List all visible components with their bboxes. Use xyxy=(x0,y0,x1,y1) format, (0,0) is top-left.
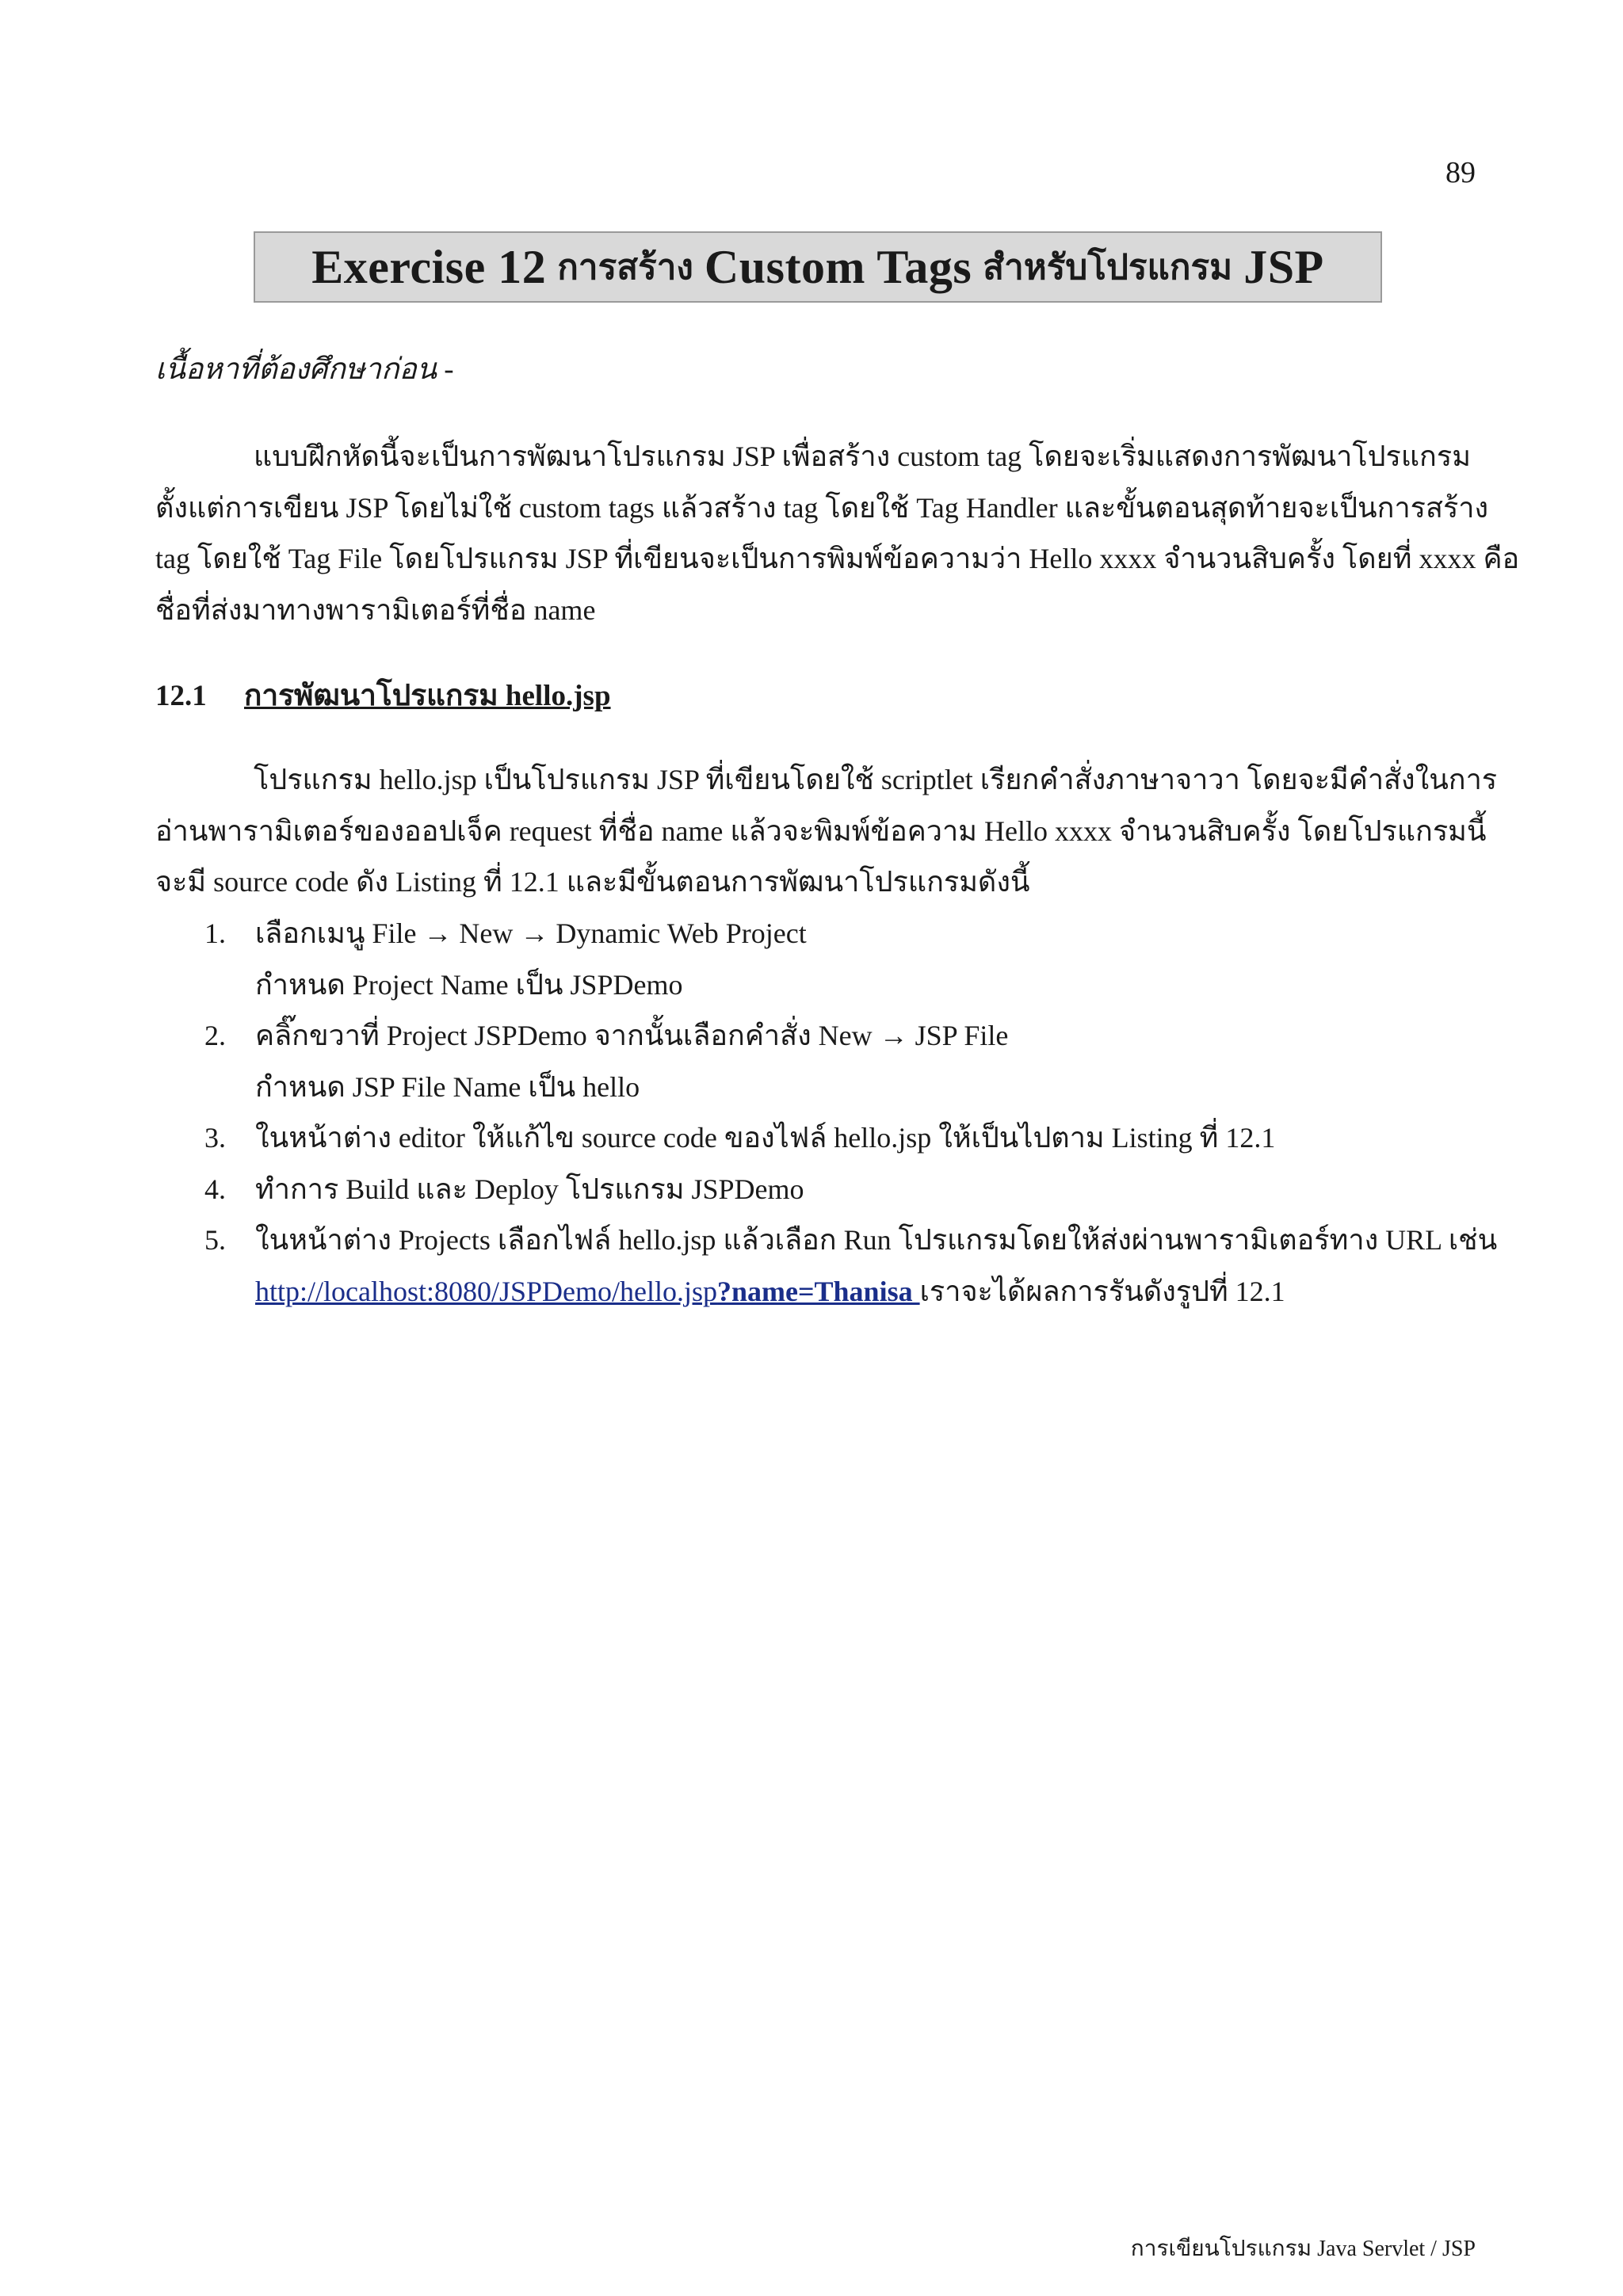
section-line: โปรแกรม hello.jsp เป็นโปรแกรม JSP ที่เขียนโดยใช้ scriptlet เรียกคำสั่งภาษาจาวา โดยจะมีคำสั่งในการ xyxy=(254,764,1498,795)
step-text: คลิ๊กขวาที่ Project JSPDemo จากนั้นเลือกคำสั่ง New → JSP File xyxy=(255,1020,1009,1051)
section-heading xyxy=(155,672,611,719)
section-number: 12.1 xyxy=(155,680,207,712)
intro-paragraph xyxy=(155,431,1520,635)
step-subtext: กำหนด Project Name เป็น JSPDemo xyxy=(255,968,683,1001)
step-item xyxy=(204,1215,1497,1317)
step-text: เลือกเมนู File → New → Dynamic Web Project xyxy=(255,917,807,949)
step-text: ทำการ Build และ Deploy โปรแกรม JSPDemo xyxy=(255,1173,804,1205)
step-text: ในหน้าต่าง Projects เลือกไฟล์ hello.jsp แล้วเลือก Run โปรแกรมโดยให้ส่งผ่านพารามิเตอร์ทาง URL เช่น xyxy=(255,1224,1498,1256)
step-item xyxy=(204,1010,1497,1112)
step-item xyxy=(204,908,1497,1010)
title-thai-suffix: สำหรับโปรแกรม xyxy=(983,248,1233,287)
prerequisite-note: เนื้อหาที่ต้องศึกษาก่อน - xyxy=(155,353,454,386)
exercise-title-box xyxy=(254,231,1382,303)
step-number: 5. xyxy=(204,1224,226,1256)
intro-line: tag โดยใช้ Tag File โดยโปรแกรม JSP ที่เขียนจะเป็นการพิมพ์ข้อความว่า Hello xxxx จำนวนสิบครั้ง โดยที่ xxxx คือ xyxy=(155,543,1520,574)
link-after-text: เราจะได้ผลการรันดังรูปที่ 12.1 xyxy=(919,1275,1285,1307)
step-link-line xyxy=(255,1266,1497,1318)
page-footer: การเขียนโปรแกรม Java Servlet / JSP xyxy=(1130,2237,1476,2261)
intro-line: ตั้งแต่การเขียน JSP โดยไม่ใช้ custom tags แล้วสร้าง tag โดยใช้ Tag Handler และขั้นตอนสุดท้ายจะเป็นการสร้าง xyxy=(155,491,1489,524)
title-thai-prefix: การสร้าง xyxy=(557,248,693,287)
url-base: http://localhost:8080/JSPDemo/hello.jsp xyxy=(255,1275,718,1307)
step-item xyxy=(204,1164,1497,1215)
title-tech: JSP xyxy=(1243,240,1324,293)
section-line: จะมี source code ดัง Listing ที่ 12.1 และมีขั้นตอนการพัฒนาโปรแกรมดังนี้ xyxy=(155,866,1030,898)
step-text: ในหน้าต่าง editor ให้แก้ไข source code ของไฟล์ hello.jsp ให้เป็นไปตาม Listing ที่ 12.1 xyxy=(255,1122,1276,1154)
section-title: การพัฒนาโปรแกรม hello.jsp xyxy=(244,680,611,712)
intro-line: แบบฝึกหัดนี้จะเป็นการพัฒนาโปรแกรม JSP เพื่อสร้าง custom tag โดยจะเริ่มแสดงการพัฒนาโปรแกรม xyxy=(254,441,1471,472)
step-number: 3. xyxy=(204,1122,226,1154)
section-paragraph xyxy=(155,754,1498,908)
steps-list xyxy=(204,908,1497,1317)
title-main: Custom Tags xyxy=(704,240,972,293)
step-number: 4. xyxy=(204,1173,226,1205)
intro-line: ชื่อที่ส่งมาทางพารามิเตอร์ที่ชื่อ name xyxy=(155,593,596,626)
step-number: 2. xyxy=(204,1020,226,1051)
url-query: ?name=Thanisa xyxy=(717,1275,920,1307)
step-number: 1. xyxy=(204,917,226,949)
example-url-link[interactable] xyxy=(255,1276,920,1307)
section-line: อ่านพารามิเตอร์ของออปเจ็ค request ที่ชื่อ name แล้วจะพิมพ์ข้อความ Hello xxxx จำนวนสิบครั้ง โดยโปรแกรมนี้ xyxy=(155,814,1487,847)
title-exercise: Exercise 12 xyxy=(311,240,547,293)
step-subtext: กำหนด JSP File Name เป็น hello xyxy=(255,1070,640,1103)
step-item xyxy=(204,1112,1497,1164)
page-number: 89 xyxy=(1445,156,1476,189)
